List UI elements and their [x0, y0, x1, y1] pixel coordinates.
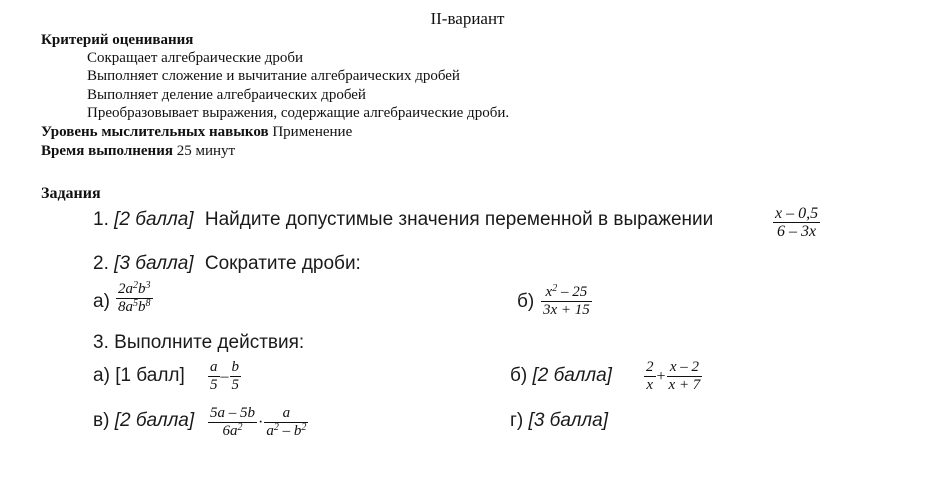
task-3-number: 3.	[93, 332, 109, 353]
task-1	[93, 209, 713, 231]
time-label: Время выполнения	[41, 143, 173, 159]
task-2a-fraction: $\frac{2a^2b^3}{8a^5b^8}$	[118, 280, 151, 315]
task-1-text: Найдите допустимые значения переменной в выражении	[204, 209, 714, 230]
skill-label: Уровень мыслительных навыков	[41, 124, 269, 140]
criteria-item: Сокращает алгебраические дроби	[87, 50, 304, 66]
task-3v-label: в)	[93, 410, 110, 431]
task-3v-expression: $\frac{5a - 5b}{6a^2}$ · $\frac{a}{a^2 - b^2}$	[210, 405, 307, 439]
task-2a-label: а)	[93, 291, 110, 312]
task-1-denominator: 6 – 3x	[777, 223, 817, 240]
skill-value: Применение	[272, 124, 353, 140]
tasks-title: Задания	[41, 185, 101, 202]
criteria-item: Выполняет деление алгебраических дробей	[87, 87, 366, 103]
criteria-item: Преобразовывает выражения, содержащие алгебраические дроби.	[87, 105, 510, 121]
task-3g	[510, 410, 608, 432]
task-3v	[93, 410, 194, 432]
skill-level	[41, 123, 352, 141]
task-3a-points: [1 балл]	[115, 365, 185, 386]
task-3a	[93, 365, 185, 387]
task-2b-fraction: $\frac{x^2 - 25}{3x + 15}$	[543, 283, 590, 318]
task-3b	[510, 365, 612, 387]
task-3	[93, 332, 304, 354]
task-3a-label: а)	[93, 365, 110, 386]
task-1-fraction	[773, 205, 820, 240]
task-1-number: 1.	[93, 209, 109, 230]
task-3-text: Выполните действия:	[114, 332, 305, 353]
task-2-number: 2.	[93, 253, 109, 274]
task-3b-expression: $\frac{2}{x}$ + $\frac{x - 2}{x + 7}$	[646, 359, 701, 393]
task-3v-points: [2 балла]	[114, 410, 195, 431]
task-2b-label: б)	[517, 291, 535, 312]
criteria-title: Критерий оценивания	[41, 32, 194, 48]
task-3a-expression: $\frac{a}{5}$ – $\frac{b}{5}$	[210, 359, 239, 393]
task-3g-label: г)	[510, 410, 524, 431]
task-2	[93, 253, 361, 275]
variant-title: II-вариант	[430, 9, 505, 28]
criteria-item: Выполняет сложение и вычитание алгебраических дробей	[87, 68, 460, 84]
task-2-text: Сократите дроби:	[204, 253, 361, 274]
task-3b-points: [2 балла]	[532, 365, 612, 386]
time-limit	[41, 142, 235, 160]
task-3g-points: [3 балла]	[528, 410, 608, 431]
task-3b-label: б)	[510, 365, 528, 386]
task-2-points: [3 балла]	[114, 253, 194, 274]
task-1-numerator: x – 0,5	[775, 205, 819, 222]
time-value: 25 минут	[176, 143, 236, 159]
task-1-points: [2 балла]	[114, 209, 194, 230]
